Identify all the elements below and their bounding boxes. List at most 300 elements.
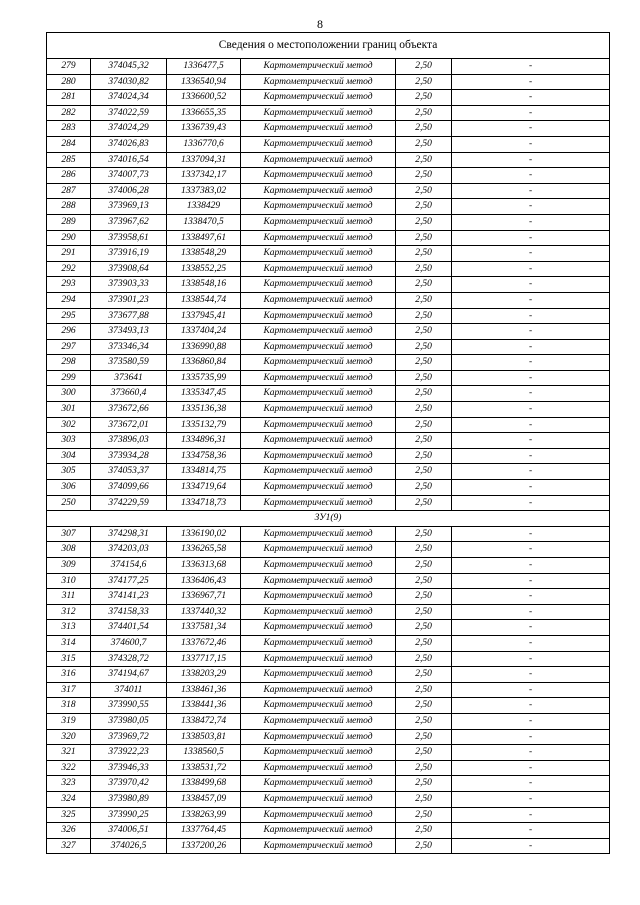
- table-row: [47, 713, 610, 729]
- point-number-cell: 288: [47, 199, 91, 215]
- table-row: [47, 760, 610, 776]
- table-row: [47, 433, 610, 449]
- accuracy-cell: 2,50: [396, 448, 452, 464]
- description-cell: -: [452, 214, 610, 230]
- method-cell: Картометрический метод: [241, 183, 396, 199]
- table-row: [47, 402, 610, 418]
- method-cell: Картометрический метод: [241, 480, 396, 496]
- accuracy-cell: 2,50: [396, 168, 452, 184]
- table-row: [47, 667, 610, 683]
- method-cell: Картометрический метод: [241, 526, 396, 542]
- table-row: [47, 651, 610, 667]
- table-row: [47, 791, 610, 807]
- method-cell: Картометрический метод: [241, 386, 396, 402]
- accuracy-cell: 2,50: [396, 495, 452, 511]
- table-title-row: [47, 33, 610, 59]
- description-cell: -: [452, 807, 610, 823]
- table-row: [47, 90, 610, 106]
- table-row: [47, 339, 610, 355]
- method-cell: Картометрический метод: [241, 324, 396, 340]
- y-coordinate-cell: 1336406,43: [167, 573, 241, 589]
- x-coordinate-cell: 373916,19: [91, 246, 167, 262]
- point-number-cell: 302: [47, 417, 91, 433]
- point-number-cell: 303: [47, 433, 91, 449]
- y-coordinate-cell: 1337200,26: [167, 838, 241, 854]
- x-coordinate-cell: 374011: [91, 682, 167, 698]
- accuracy-cell: 2,50: [396, 480, 452, 496]
- method-cell: Картометрический метод: [241, 713, 396, 729]
- y-coordinate-cell: 1336990,88: [167, 339, 241, 355]
- x-coordinate-cell: 373980,05: [91, 713, 167, 729]
- point-number-cell: 326: [47, 823, 91, 839]
- x-coordinate-cell: 374045,32: [91, 59, 167, 75]
- description-cell: -: [452, 651, 610, 667]
- y-coordinate-cell: 1338560,5: [167, 745, 241, 761]
- table-title: Сведения о местоположении границ объекта: [47, 33, 610, 59]
- x-coordinate-cell: 374158,33: [91, 604, 167, 620]
- accuracy-cell: 2,50: [396, 667, 452, 683]
- description-cell: -: [452, 713, 610, 729]
- point-number-cell: 289: [47, 214, 91, 230]
- y-coordinate-cell: 1335132,79: [167, 417, 241, 433]
- x-coordinate-cell: 373903,33: [91, 277, 167, 293]
- boundary-coordinates-table: [46, 32, 610, 854]
- y-coordinate-cell: 1337764,45: [167, 823, 241, 839]
- method-cell: Картометрический метод: [241, 433, 396, 449]
- x-coordinate-cell: 374006,28: [91, 183, 167, 199]
- accuracy-cell: 2,50: [396, 308, 452, 324]
- description-cell: -: [452, 791, 610, 807]
- y-coordinate-cell: 1338552,25: [167, 261, 241, 277]
- method-cell: Картометрический метод: [241, 339, 396, 355]
- description-cell: -: [452, 121, 610, 137]
- y-coordinate-cell: 1338472,74: [167, 713, 241, 729]
- accuracy-cell: 2,50: [396, 745, 452, 761]
- point-number-cell: 313: [47, 620, 91, 636]
- table-row: [47, 152, 610, 168]
- description-cell: -: [452, 277, 610, 293]
- accuracy-cell: 2,50: [396, 121, 452, 137]
- section-header-row: [47, 511, 610, 527]
- method-cell: Картометрический метод: [241, 168, 396, 184]
- point-number-cell: 285: [47, 152, 91, 168]
- point-number-cell: 306: [47, 480, 91, 496]
- method-cell: Картометрический метод: [241, 277, 396, 293]
- accuracy-cell: 2,50: [396, 433, 452, 449]
- y-coordinate-cell: 1337581,34: [167, 620, 241, 636]
- table-row: [47, 729, 610, 745]
- accuracy-cell: 2,50: [396, 339, 452, 355]
- table-row: [47, 480, 610, 496]
- x-coordinate-cell: 373970,42: [91, 776, 167, 792]
- description-cell: -: [452, 90, 610, 106]
- page-number: 8: [317, 17, 323, 31]
- description-cell: -: [452, 59, 610, 75]
- accuracy-cell: 2,50: [396, 838, 452, 854]
- point-number-cell: 322: [47, 760, 91, 776]
- accuracy-cell: 2,50: [396, 698, 452, 714]
- y-coordinate-cell: 1338548,16: [167, 277, 241, 293]
- accuracy-cell: 2,50: [396, 682, 452, 698]
- y-coordinate-cell: 1338503,81: [167, 729, 241, 745]
- x-coordinate-cell: 374026,83: [91, 136, 167, 152]
- accuracy-cell: 2,50: [396, 526, 452, 542]
- method-cell: Картометрический метод: [241, 121, 396, 137]
- x-coordinate-cell: 374024,34: [91, 90, 167, 106]
- y-coordinate-cell: 1336770,6: [167, 136, 241, 152]
- accuracy-cell: 2,50: [396, 464, 452, 480]
- accuracy-cell: 2,50: [396, 183, 452, 199]
- method-cell: Картометрический метод: [241, 214, 396, 230]
- y-coordinate-cell: 1338499,68: [167, 776, 241, 792]
- method-cell: Картометрический метод: [241, 573, 396, 589]
- y-coordinate-cell: 1336739,43: [167, 121, 241, 137]
- table-row: [47, 823, 610, 839]
- point-number-cell: 315: [47, 651, 91, 667]
- accuracy-cell: 2,50: [396, 651, 452, 667]
- table-row: [47, 495, 610, 511]
- point-number-cell: 281: [47, 90, 91, 106]
- table-row: [47, 526, 610, 542]
- table-row: [47, 558, 610, 574]
- description-cell: -: [452, 74, 610, 90]
- table-row: [47, 199, 610, 215]
- table-row: [47, 542, 610, 558]
- table-row: [47, 464, 610, 480]
- method-cell: Картометрический метод: [241, 152, 396, 168]
- description-cell: -: [452, 480, 610, 496]
- description-cell: -: [452, 589, 610, 605]
- table-row: [47, 386, 610, 402]
- y-coordinate-cell: 1336313,68: [167, 558, 241, 574]
- table-row: [47, 370, 610, 386]
- table-row: [47, 355, 610, 371]
- x-coordinate-cell: 374203,03: [91, 542, 167, 558]
- accuracy-cell: 2,50: [396, 74, 452, 90]
- point-number-cell: 284: [47, 136, 91, 152]
- table-row: [47, 183, 610, 199]
- description-cell: -: [452, 339, 610, 355]
- table-row: [47, 620, 610, 636]
- y-coordinate-cell: 1337672,46: [167, 635, 241, 651]
- accuracy-cell: 2,50: [396, 277, 452, 293]
- y-coordinate-cell: 1337404,24: [167, 324, 241, 340]
- y-coordinate-cell: 1338263,99: [167, 807, 241, 823]
- description-cell: -: [452, 136, 610, 152]
- description-cell: -: [452, 573, 610, 589]
- method-cell: Картометрический метод: [241, 838, 396, 854]
- description-cell: -: [452, 698, 610, 714]
- x-coordinate-cell: 374006,51: [91, 823, 167, 839]
- accuracy-cell: 2,50: [396, 355, 452, 371]
- x-coordinate-cell: 373958,61: [91, 230, 167, 246]
- table-row: [47, 261, 610, 277]
- table-row: [47, 105, 610, 121]
- description-cell: -: [452, 168, 610, 184]
- description-cell: -: [452, 386, 610, 402]
- point-number-cell: 310: [47, 573, 91, 589]
- table-row: [47, 292, 610, 308]
- x-coordinate-cell: 374030,82: [91, 74, 167, 90]
- method-cell: Картометрический метод: [241, 823, 396, 839]
- accuracy-cell: 2,50: [396, 370, 452, 386]
- accuracy-cell: 2,50: [396, 760, 452, 776]
- point-number-cell: 298: [47, 355, 91, 371]
- method-cell: Картометрический метод: [241, 90, 396, 106]
- y-coordinate-cell: 1335347,45: [167, 386, 241, 402]
- accuracy-cell: 2,50: [396, 230, 452, 246]
- accuracy-cell: 2,50: [396, 152, 452, 168]
- table-row: [47, 776, 610, 792]
- method-cell: Картометрический метод: [241, 355, 396, 371]
- table-row: [47, 59, 610, 75]
- method-cell: Картометрический метод: [241, 589, 396, 605]
- y-coordinate-cell: 1336540,94: [167, 74, 241, 90]
- x-coordinate-cell: 373922,23: [91, 745, 167, 761]
- x-coordinate-cell: 374229,59: [91, 495, 167, 511]
- x-coordinate-cell: 374328,72: [91, 651, 167, 667]
- x-coordinate-cell: 374022,59: [91, 105, 167, 121]
- x-coordinate-cell: 374298,31: [91, 526, 167, 542]
- description-cell: -: [452, 448, 610, 464]
- x-coordinate-cell: 373934,28: [91, 448, 167, 464]
- method-cell: Картометрический метод: [241, 620, 396, 636]
- y-coordinate-cell: 1334719,64: [167, 480, 241, 496]
- y-coordinate-cell: 1336967,71: [167, 589, 241, 605]
- point-number-cell: 314: [47, 635, 91, 651]
- accuracy-cell: 2,50: [396, 807, 452, 823]
- method-cell: Картометрический метод: [241, 698, 396, 714]
- method-cell: Картометрический метод: [241, 136, 396, 152]
- point-number-cell: 283: [47, 121, 91, 137]
- table-row: [47, 573, 610, 589]
- point-number-cell: 250: [47, 495, 91, 511]
- y-coordinate-cell: 1338548,29: [167, 246, 241, 262]
- y-coordinate-cell: 1338531,72: [167, 760, 241, 776]
- x-coordinate-cell: 373672,66: [91, 402, 167, 418]
- x-coordinate-cell: 373660,4: [91, 386, 167, 402]
- description-cell: -: [452, 682, 610, 698]
- y-coordinate-cell: 1338203,29: [167, 667, 241, 683]
- table-row: [47, 246, 610, 262]
- point-number-cell: 299: [47, 370, 91, 386]
- method-cell: Картометрический метод: [241, 776, 396, 792]
- point-number-cell: 311: [47, 589, 91, 605]
- method-cell: Картометрический метод: [241, 402, 396, 418]
- table-row: [47, 417, 610, 433]
- method-cell: Картометрический метод: [241, 417, 396, 433]
- y-coordinate-cell: 1335735,99: [167, 370, 241, 386]
- method-cell: Картометрический метод: [241, 495, 396, 511]
- point-number-cell: 312: [47, 604, 91, 620]
- x-coordinate-cell: 373346,34: [91, 339, 167, 355]
- method-cell: Картометрический метод: [241, 760, 396, 776]
- method-cell: Картометрический метод: [241, 542, 396, 558]
- method-cell: Картометрический метод: [241, 246, 396, 262]
- x-coordinate-cell: 373672,01: [91, 417, 167, 433]
- y-coordinate-cell: 1336655,35: [167, 105, 241, 121]
- accuracy-cell: 2,50: [396, 214, 452, 230]
- table-row: [47, 698, 610, 714]
- accuracy-cell: 2,50: [396, 573, 452, 589]
- y-coordinate-cell: 1336190,02: [167, 526, 241, 542]
- accuracy-cell: 2,50: [396, 589, 452, 605]
- accuracy-cell: 2,50: [396, 402, 452, 418]
- x-coordinate-cell: 374016,54: [91, 152, 167, 168]
- table-row: [47, 230, 610, 246]
- table-row: [47, 745, 610, 761]
- description-cell: -: [452, 246, 610, 262]
- description-cell: -: [452, 308, 610, 324]
- method-cell: Картометрический метод: [241, 729, 396, 745]
- x-coordinate-cell: 373493,13: [91, 324, 167, 340]
- x-coordinate-cell: 374154,6: [91, 558, 167, 574]
- description-cell: -: [452, 558, 610, 574]
- point-number-cell: 300: [47, 386, 91, 402]
- accuracy-cell: 2,50: [396, 90, 452, 106]
- point-number-cell: 308: [47, 542, 91, 558]
- accuracy-cell: 2,50: [396, 261, 452, 277]
- table-row: [47, 136, 610, 152]
- point-number-cell: 321: [47, 745, 91, 761]
- table-row: [47, 838, 610, 854]
- point-number-cell: 317: [47, 682, 91, 698]
- y-coordinate-cell: 1336477,5: [167, 59, 241, 75]
- x-coordinate-cell: 373990,25: [91, 807, 167, 823]
- accuracy-cell: 2,50: [396, 386, 452, 402]
- x-coordinate-cell: 373967,62: [91, 214, 167, 230]
- description-cell: -: [452, 495, 610, 511]
- y-coordinate-cell: 1335136,38: [167, 402, 241, 418]
- method-cell: Картометрический метод: [241, 807, 396, 823]
- table-row: [47, 168, 610, 184]
- accuracy-cell: 2,50: [396, 292, 452, 308]
- x-coordinate-cell: 374026,5: [91, 838, 167, 854]
- accuracy-cell: 2,50: [396, 558, 452, 574]
- accuracy-cell: 2,50: [396, 246, 452, 262]
- method-cell: Картометрический метод: [241, 651, 396, 667]
- description-cell: -: [452, 760, 610, 776]
- x-coordinate-cell: 374600,7: [91, 635, 167, 651]
- point-number-cell: 286: [47, 168, 91, 184]
- description-cell: -: [452, 667, 610, 683]
- point-number-cell: 291: [47, 246, 91, 262]
- point-number-cell: 309: [47, 558, 91, 574]
- y-coordinate-cell: 1336600,52: [167, 90, 241, 106]
- method-cell: Картометрический метод: [241, 791, 396, 807]
- point-number-cell: 295: [47, 308, 91, 324]
- x-coordinate-cell: 374177,25: [91, 573, 167, 589]
- x-coordinate-cell: 374401,54: [91, 620, 167, 636]
- table-row: [47, 589, 610, 605]
- x-coordinate-cell: 373980,89: [91, 791, 167, 807]
- section-header: ЗУ1(9): [47, 511, 610, 527]
- table-row: [47, 448, 610, 464]
- point-number-cell: 287: [47, 183, 91, 199]
- description-cell: -: [452, 417, 610, 433]
- method-cell: Картометрический метод: [241, 448, 396, 464]
- accuracy-cell: 2,50: [396, 324, 452, 340]
- y-coordinate-cell: 1337342,17: [167, 168, 241, 184]
- point-number-cell: 293: [47, 277, 91, 293]
- description-cell: -: [452, 433, 610, 449]
- point-number-cell: 319: [47, 713, 91, 729]
- description-cell: -: [452, 635, 610, 651]
- y-coordinate-cell: 1338441,36: [167, 698, 241, 714]
- method-cell: Картометрический метод: [241, 558, 396, 574]
- method-cell: Картометрический метод: [241, 308, 396, 324]
- y-coordinate-cell: 1338470,5: [167, 214, 241, 230]
- description-cell: -: [452, 776, 610, 792]
- point-number-cell: 325: [47, 807, 91, 823]
- table-row: [47, 74, 610, 90]
- table-row: [47, 277, 610, 293]
- point-number-cell: 318: [47, 698, 91, 714]
- accuracy-cell: 2,50: [396, 105, 452, 121]
- method-cell: Картометрический метод: [241, 682, 396, 698]
- method-cell: Картометрический метод: [241, 261, 396, 277]
- method-cell: Картометрический метод: [241, 292, 396, 308]
- y-coordinate-cell: 1336265,58: [167, 542, 241, 558]
- accuracy-cell: 2,50: [396, 417, 452, 433]
- description-cell: -: [452, 152, 610, 168]
- table-row: [47, 324, 610, 340]
- accuracy-cell: 2,50: [396, 713, 452, 729]
- description-cell: -: [452, 838, 610, 854]
- point-number-cell: 324: [47, 791, 91, 807]
- x-coordinate-cell: 373969,72: [91, 729, 167, 745]
- method-cell: Картометрический метод: [241, 370, 396, 386]
- point-number-cell: 296: [47, 324, 91, 340]
- accuracy-cell: 2,50: [396, 729, 452, 745]
- accuracy-cell: 2,50: [396, 823, 452, 839]
- point-number-cell: 297: [47, 339, 91, 355]
- x-coordinate-cell: 373580,59: [91, 355, 167, 371]
- accuracy-cell: 2,50: [396, 59, 452, 75]
- y-coordinate-cell: 1338429: [167, 199, 241, 215]
- point-number-cell: 316: [47, 667, 91, 683]
- table-body: [47, 33, 610, 854]
- method-cell: Картометрический метод: [241, 667, 396, 683]
- x-coordinate-cell: 373901,23: [91, 292, 167, 308]
- x-coordinate-cell: 373677,88: [91, 308, 167, 324]
- description-cell: -: [452, 402, 610, 418]
- table-row: [47, 214, 610, 230]
- description-cell: -: [452, 355, 610, 371]
- y-coordinate-cell: 1334896,31: [167, 433, 241, 449]
- description-cell: -: [452, 199, 610, 215]
- y-coordinate-cell: 1337383,02: [167, 183, 241, 199]
- y-coordinate-cell: 1334814,75: [167, 464, 241, 480]
- x-coordinate-cell: 374024,29: [91, 121, 167, 137]
- description-cell: -: [452, 542, 610, 558]
- method-cell: Картометрический метод: [241, 59, 396, 75]
- x-coordinate-cell: 374007,73: [91, 168, 167, 184]
- description-cell: -: [452, 604, 610, 620]
- x-coordinate-cell: 374141,23: [91, 589, 167, 605]
- point-number-cell: 292: [47, 261, 91, 277]
- accuracy-cell: 2,50: [396, 199, 452, 215]
- accuracy-cell: 2,50: [396, 542, 452, 558]
- point-number-cell: 301: [47, 402, 91, 418]
- method-cell: Картометрический метод: [241, 74, 396, 90]
- method-cell: Картометрический метод: [241, 745, 396, 761]
- method-cell: Картометрический метод: [241, 199, 396, 215]
- point-number-cell: 320: [47, 729, 91, 745]
- point-number-cell: 290: [47, 230, 91, 246]
- description-cell: -: [452, 464, 610, 480]
- method-cell: Картометрический метод: [241, 604, 396, 620]
